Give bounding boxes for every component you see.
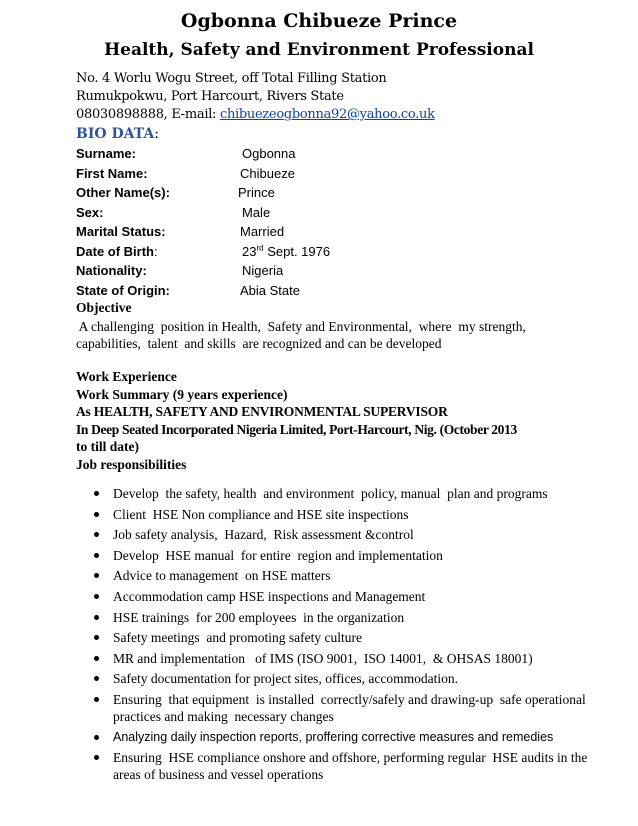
dob-day-suffix: rd [256,243,264,253]
bio-value [242,244,330,259]
bio-data-heading [76,126,159,142]
list-item [94,749,614,783]
dob-day: 23 [242,243,257,259]
bio-data-colon: : [154,126,159,142]
bio-label: Nationality: [76,263,147,278]
work-experience-block [76,368,517,473]
list-item [94,609,614,626]
contact-block [76,70,435,124]
address-line-2: Rumukpokwu, Port Harcourt, Rivers State [76,89,344,104]
job-responsibilities-heading: Job responsibilities [76,456,187,472]
objective-line-2: capabilities, talent and skills are recognized and can be developed [76,336,442,351]
bullet-icon [94,512,99,517]
list-item-text: HSE trainings for 200 employees in the organization [113,609,405,625]
bio-label [76,244,158,259]
bullet-icon [94,615,99,620]
bullet-icon [94,656,99,661]
phone-text: 08030898888, E-mail: [76,107,220,122]
list-item [94,485,614,502]
profession-title: Health, Safety and Environment Professional [104,40,534,60]
list-item-text: Client HSE Non compliance and HSE site inspections [113,506,409,522]
list-item-text: Job safety analysis, Hazard, Risk assessment &control [113,527,414,543]
bio-value: Prince [238,185,275,200]
list-item-text: Safety documentation for project sites, offices, accommodation. [113,671,459,687]
list-item [94,670,614,687]
bullet-icon [94,735,99,740]
list-item [94,526,614,543]
bio-label: First Name: [76,165,148,181]
dob-rest: Sept. 1976 [263,243,331,259]
bullet-icon [94,594,99,599]
list-item [94,629,614,646]
bullet-icon [94,573,99,578]
bullet-icon [94,491,99,496]
list-item-text: Analyzing daily inspection reports, proffering corrective measures and remedies [113,729,554,744]
list-item [94,650,614,667]
job-role: As HEALTH, SAFETY AND ENVIRONMENTAL SUPERVISOR [76,404,448,419]
bullet-icon [94,635,99,640]
bio-label: Sex: [76,204,104,220]
list-item-text: Develop HSE manual for entire region and implementation [113,547,443,563]
list-item-text: Develop the safety, health and environment policy, manual plan and programs [113,486,548,501]
email-link[interactable]: chibuezeogbonna92@yahoo.co.uk [219,107,435,122]
list-item [94,567,614,584]
bio-value: Abia State [240,282,300,298]
company-line-1: In Deep Seated Incorporated Nigeria Limited, Port-Harcourt, Nig. (October 2013 [76,421,517,437]
bio-value: Ogbonna [242,146,296,161]
bio-label: Marital Status: [76,224,166,239]
bio-value: Chibueze [240,165,295,181]
bullet-icon [94,697,99,702]
phone-email-line [76,106,435,124]
list-item-text: Accommodation camp HSE inspections and Management [113,588,426,604]
bio-label: Other Name(s): [76,185,170,200]
objective-heading: Objective [76,300,132,315]
bio-label-text: Date of Birth [76,243,154,259]
bio-label: Surname: [76,146,136,161]
bio-label: State of Origin: [76,282,170,298]
bio-value: Male [242,204,271,220]
bullet-icon [94,532,99,537]
list-item-text: Advice to management on HSE matters [113,568,331,584]
list-item-text: Safety meetings and promoting safety culture [113,630,362,646]
work-summary: Work Summary (9 years experience) [76,386,288,402]
bio-label-colon: : [154,243,158,259]
bullet-icon [94,553,99,558]
list-item [94,547,614,564]
candidate-name: Ogbonna Chibueze Prince [180,10,458,32]
bio-value: Nigeria [242,263,284,278]
list-item [94,729,614,746]
list-item-text: MR and implementation of IMS (ISO 9001, ISO 14001, & OHSAS 18001) [113,650,533,666]
bio-data-heading-text: BIO DATA [76,126,155,142]
objective-line-1: A challenging position in Health, Safety and Environmental, where my strength, [76,319,526,334]
list-item-text: Ensuring HSE compliance onshore and offshore, performing regular HSE audits in the areas of business and vessel operations [113,750,591,783]
list-item-text: Ensuring that equipment is installed correctly/safely and drawing-up safe operational practices and making necessary changes [113,691,590,724]
address-line-1: No. 4 Worlu Wogu Street, off Total Filling Station [76,71,387,86]
responsibilities-list [94,485,614,787]
bio-value: Married [240,224,285,239]
list-item [94,506,614,523]
bullet-icon [94,676,99,681]
bullet-icon [94,755,99,760]
company-line-2: to till date) [76,439,139,454]
list-item [94,691,614,725]
work-experience-heading: Work Experience [76,369,177,384]
objective-text [76,318,526,352]
list-item [94,588,614,605]
